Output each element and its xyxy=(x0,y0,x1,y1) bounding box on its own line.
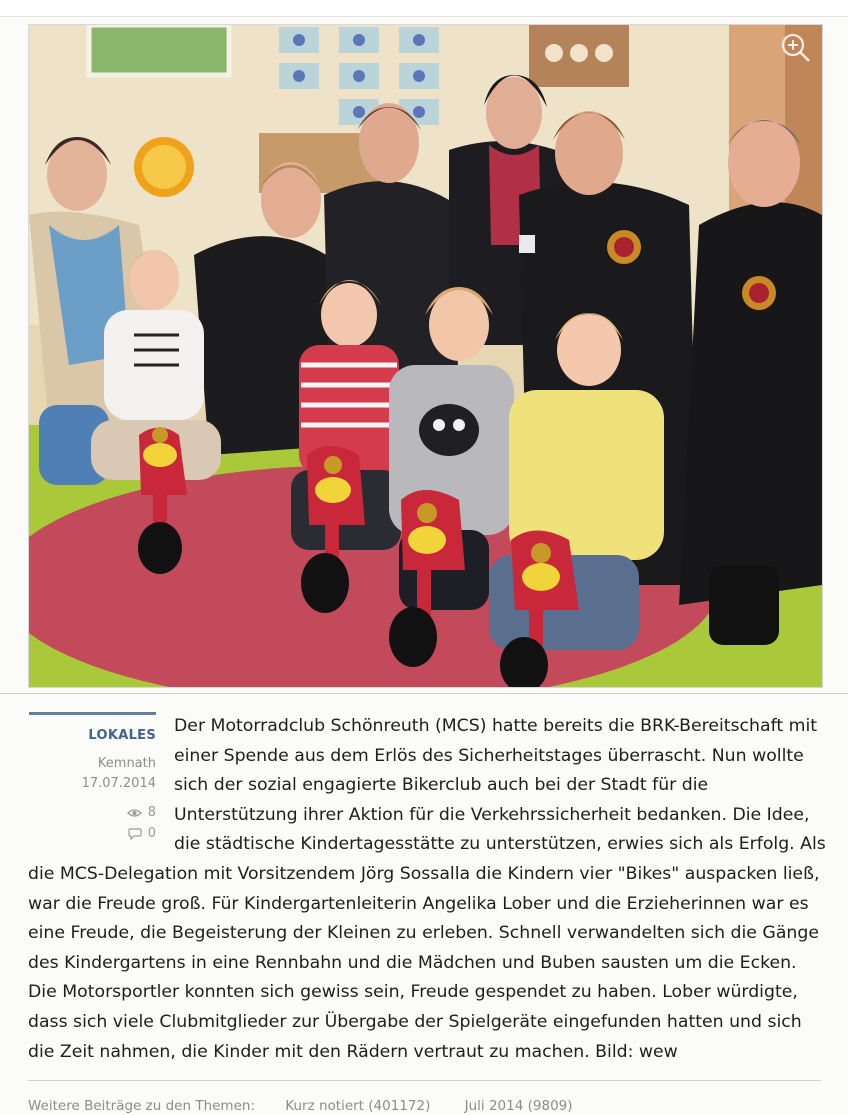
comment-count-value: 0 xyxy=(147,826,156,841)
zoom-icon[interactable] xyxy=(778,30,814,66)
related-topics-label: Weitere Beiträge zu den Themen: xyxy=(28,1098,255,1114)
article-text: Der Motorradclub Schönreuth (MCS) hatte bereits die BRK-Bereitschaft mit einer Spende aus dem Erlös des Sicherheitstages überrascht. Nun wollte sich der sozial engagierte Bikerclub auch bei der Stadt für die Unterstützung ihrer Aktion für die Verkehrssicherheit bedanken. Die Idee, die städtische Kindertagesstätte zu unterstützen, erwies sich als Erfolg. Als die MCS-Delegation mit Vorsitzendem Jörg Sossalla die Kindern vier "Bikes" auspacken ließ, war die Freude groß. Für Kindergartenleiterin Angelika Lober und die Erzieherinnen war es eine Freude, die Begeisterung der Kleinen zu erleben. Schnell verwandelten sich die Gänge des Kindergartens in eine Rennbahn und die Mädchen und Buben sausten um die Ecken. Die Motorsportler konnten sich gewiss sein, Freude gespendet zu haben. Lober würdigte, dass sich viele Clubmitglieder zur Übergabe der Spielgeräte eingefunden hatten und sich die Zeit nahmen, die Kinder mit den Rädern vertraut zu machen. Bild: wew xyxy=(28,716,826,1062)
article-location: Kemnath xyxy=(97,756,156,771)
topic-link-juli-2014[interactable]: Juli 2014 (9809) xyxy=(464,1098,573,1114)
view-count-value: 8 xyxy=(147,805,156,820)
related-topics xyxy=(28,1098,573,1114)
article-body xyxy=(28,712,828,1067)
meta-spacer xyxy=(28,712,174,854)
category-link[interactable]: LOKALES xyxy=(88,728,156,743)
footer-divider xyxy=(28,1080,821,1081)
topic-link-kurz-notiert[interactable]: Kurz notiert (401172) xyxy=(285,1098,431,1114)
page-top-edge xyxy=(0,0,848,17)
section-divider xyxy=(0,693,848,694)
article-date: 17.07.2014 xyxy=(81,776,156,791)
article-photo[interactable] xyxy=(28,24,823,688)
